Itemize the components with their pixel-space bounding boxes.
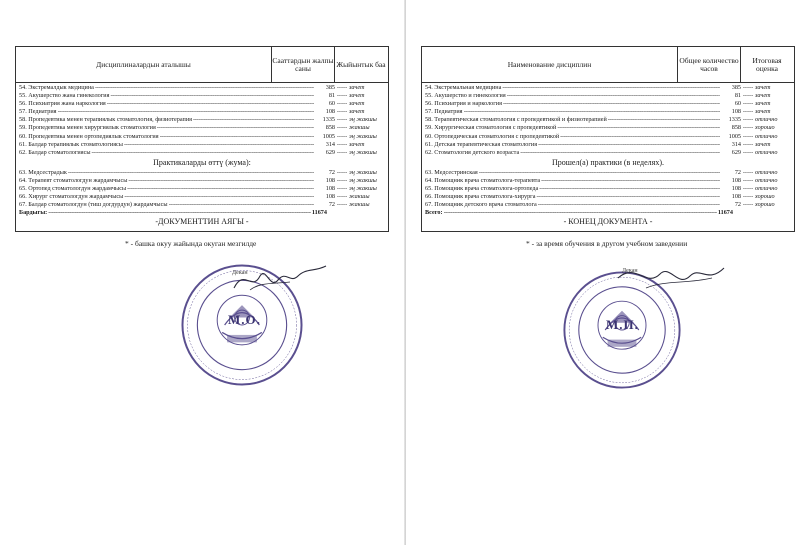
row-separator: ----- [742,140,754,148]
row-discipline: 60. Пропедевтика менен ортопедиялык стоматология [19,132,159,140]
table-row [425,149,791,157]
row-hours: 108 [325,108,335,116]
table-row [425,169,791,177]
right-page [406,0,811,545]
row-discipline: 67. Балдар стоматологдун (тиш догдурдун) жардамчысы [19,201,168,209]
row-grade: жакшы [349,201,370,209]
row-discipline: 64. Помощник врача стоматолога-терапевта [425,176,541,184]
table-body [19,84,385,226]
row-discipline: 65. Помощник врача стоматолога-ортопеда [425,185,539,193]
row-separator: ----- [336,176,348,184]
row-grade: хорошо [755,193,775,201]
header-discipline: Наименование дисциплин [507,59,592,69]
practice-title: Прошел(а) практики (в неделях). [551,157,665,167]
row-discipline: 54. Экстремальная медицина [425,84,502,91]
row-discipline: 59. Хирургическая стоматология с пропедевтикой [425,124,557,132]
row-discipline: 65. Ортопед стоматологдун жардамчысы [19,185,127,193]
row-leader [169,201,315,209]
row-hours: 1335 [728,116,741,124]
row-discipline: 57. Педиатрия [425,108,463,116]
row-grade: отлично [755,176,778,184]
row-separator: ----- [742,176,754,184]
row-leader [507,92,720,100]
row-leader [464,108,721,116]
table-row [425,201,791,209]
row-separator: ----- [742,84,754,91]
row-grade: отлично [755,168,778,176]
row-hours: 81 [328,92,335,100]
row-separator: ----- [742,108,754,116]
table-row [425,133,791,141]
header-grade: Жыйынтык баа [336,59,386,69]
row-grade: зачет [755,108,771,116]
row-discipline: 56. Психиатрия и наркология [425,100,502,108]
signature-label: Декан [232,270,248,276]
row-leader [536,193,720,201]
table-row [425,92,791,100]
row-discipline: 66. Хирург стоматологдун жардамчысы [19,193,124,201]
stamp-place-label: М.П. [606,317,639,332]
row-leader [520,149,720,157]
row-grade: зачет [755,92,771,100]
row-separator: ----- [742,201,754,209]
table-row [425,193,791,201]
row-grade: зачет [349,140,365,148]
header-hours: Общее количество часов [679,55,739,73]
row-grade: отлично [755,116,778,124]
row-hours: 858 [731,124,741,132]
row-discipline: 63. Медсестринская [425,168,478,176]
row-hours: 108 [731,108,741,116]
row-grade: эң жакшы [349,132,377,140]
row-hours: 72 [328,168,335,176]
row-hours: 1005 [728,132,741,140]
row-separator: ----- [742,132,754,140]
table-row [425,116,791,124]
table-row [19,100,385,108]
row-hours: 72 [734,201,741,209]
row-discipline: 62. Балдар стоматологиясы [19,148,91,156]
row-separator: ----- [336,148,348,156]
row-leader [160,133,314,141]
row-leader [110,92,314,100]
row-grade: хорошо [755,201,775,209]
row-separator: ----- [336,185,348,193]
row-leader [502,84,720,92]
table-row [425,124,791,132]
row-separator: ----- [742,124,754,132]
row-discipline: 57. Педиатрия [19,108,57,116]
row-grade: отлично [755,132,778,140]
row-leader [541,177,720,185]
total-value: 11674 [311,209,327,217]
total-label: Всего: [425,209,443,217]
row-discipline: 58. Пропедевтика менен терапиялык стоматология, физиотерапия [19,116,193,124]
row-separator: ----- [742,193,754,201]
row-separator: ----- [336,140,348,148]
row-leader [503,100,720,108]
row-leader [107,100,314,108]
table-row [19,193,385,201]
row-hours: 60 [734,100,741,108]
row-separator: ----- [742,116,754,124]
table-row [19,185,385,193]
row-grade: зачет [755,84,771,91]
signature-label: Декан [622,268,638,274]
table-row [19,149,385,157]
row-leader [557,124,720,132]
row-grade: хорошо [755,124,775,132]
practice-title: Практикаларды өттү (жума): [153,157,251,167]
table-row [19,169,385,177]
row-grade: отлично [755,148,778,156]
row-hours: 108 [731,185,741,193]
row-hours: 629 [731,148,741,156]
row-discipline: 63. Медсестрадык [19,168,67,176]
row-discipline: 64. Терапевт стоматологдун жардамчысы [19,176,128,184]
row-separator: ----- [742,185,754,193]
row-separator: ----- [742,92,754,100]
row-separator: ----- [742,168,754,176]
row-leader [479,169,720,177]
row-leader [91,149,314,157]
document-end: - КОНЕЦ ДОКУМЕНТА - [563,217,653,227]
row-grade: эң жакшы [349,176,377,184]
row-hours: 1005 [322,132,335,140]
header-grade: Итоговая оценка [752,55,782,73]
row-separator: ----- [336,100,348,108]
stamp-place-label: М.О. [228,312,261,327]
total-row [425,209,791,217]
row-hours: 108 [325,193,335,201]
table-row [425,108,791,116]
row-leader [193,116,314,124]
row-hours: 385 [325,84,335,91]
row-hours: 629 [325,148,335,156]
row-hours: 108 [325,176,335,184]
row-discipline: 58. Терапевтическая стоматология с пропедевтикой и физиотерапией [425,116,607,124]
row-leader [58,108,315,116]
grades-table-kg [15,46,389,232]
row-separator: ----- [336,132,348,140]
row-hours: 60 [328,100,335,108]
row-grade: зачет [349,84,365,91]
row-separator: ----- [336,116,348,124]
row-hours: 858 [325,124,335,132]
row-discipline: 55. Акушерство жана гинекология [19,92,110,100]
table-row [19,108,385,116]
row-separator: ----- [336,168,348,176]
row-grade: зачет [349,92,365,100]
total-row [19,209,385,217]
table-header [16,47,388,83]
table-row [425,185,791,193]
row-hours: 108 [325,185,335,193]
table-row [19,133,385,141]
row-hours: 314 [731,140,741,148]
row-discipline: 62. Стоматология детского возраста [425,148,520,156]
table-row [425,84,791,92]
row-separator: ----- [742,100,754,108]
row-grade: эң жакшы [349,116,377,124]
row-leader [124,141,314,149]
row-leader [128,177,314,185]
row-leader [124,193,314,201]
row-separator: ----- [336,124,348,132]
row-hours: 72 [328,201,335,209]
signature [616,258,726,294]
row-separator: ----- [336,92,348,100]
table-row [19,84,385,92]
document-end: -ДОКУМЕНТТИН АЯГЫ - [155,217,249,227]
row-hours: 314 [325,140,335,148]
left-page [0,0,405,545]
row-discipline: 59. Пропедевтика менен хирургиялык стоматология [19,124,156,132]
table-row [19,201,385,209]
row-discipline: 67. Помощник детского врача стоматолога [425,201,537,209]
grades-table-ru [421,46,795,232]
row-leader [560,133,720,141]
row-hours: 108 [731,193,741,201]
row-discipline: 60. Ортопедическая стоматология с пропедевтикой [425,132,560,140]
row-grade: жакшы [349,193,370,201]
row-leader [538,141,720,149]
row-separator: ----- [742,148,754,156]
row-grade: жакшы [349,124,370,132]
row-hours: 81 [734,92,741,100]
row-leader [157,124,314,132]
row-hours: 1335 [322,116,335,124]
table-row [425,100,791,108]
row-grade: отлично [755,185,778,193]
row-separator: ----- [336,193,348,201]
row-grade: эң жакшы [349,185,377,193]
row-leader [539,185,720,193]
header-hours: Сааттардын жалпы саны [272,55,334,73]
table-row [19,92,385,100]
row-leader [608,116,720,124]
row-separator: ----- [336,108,348,116]
row-discipline: 54. Экстремалдык медицина [19,84,94,91]
row-grade: зачет [349,100,365,108]
footnote: * - за время обучения в другом учебном заведении [526,239,688,248]
row-leader [95,84,314,92]
row-grade: эң жакшы [349,168,377,176]
row-separator: ----- [336,84,348,91]
total-value: 11674 [717,209,733,217]
row-discipline: 66. Помощник врача стоматолога-хирурга [425,193,536,201]
footnote: * - башка окуу жайында окуган мезгилде [125,239,257,248]
row-hours: 385 [731,84,741,91]
row-discipline: 61. Балдар терапиялык стоматологиясы [19,140,123,148]
row-leader [127,185,314,193]
table-header [422,47,794,83]
row-separator: ----- [336,201,348,209]
row-hours: 72 [734,168,741,176]
table-row [19,116,385,124]
row-grade: эң жакшы [349,148,377,156]
row-hours: 108 [731,176,741,184]
total-label: Бардыгы: [19,209,48,217]
row-grade: зачет [349,108,365,116]
row-leader [68,169,314,177]
table-row [425,177,791,185]
row-discipline: 61. Детская терапевтическая стоматология [425,140,538,148]
row-grade: зачет [755,100,771,108]
table-row [19,124,385,132]
row-discipline: 55. Акушерство и гинекология [425,92,506,100]
row-grade: зачет [755,140,771,148]
table-row [425,141,791,149]
row-discipline: 56. Психиатрия жана наркология [19,100,106,108]
table-body [425,84,791,226]
signature [230,262,330,296]
row-leader [538,201,720,209]
table-row [19,177,385,185]
table-row [19,141,385,149]
header-discipline: Дисциплиналардын аталышы [96,59,191,69]
